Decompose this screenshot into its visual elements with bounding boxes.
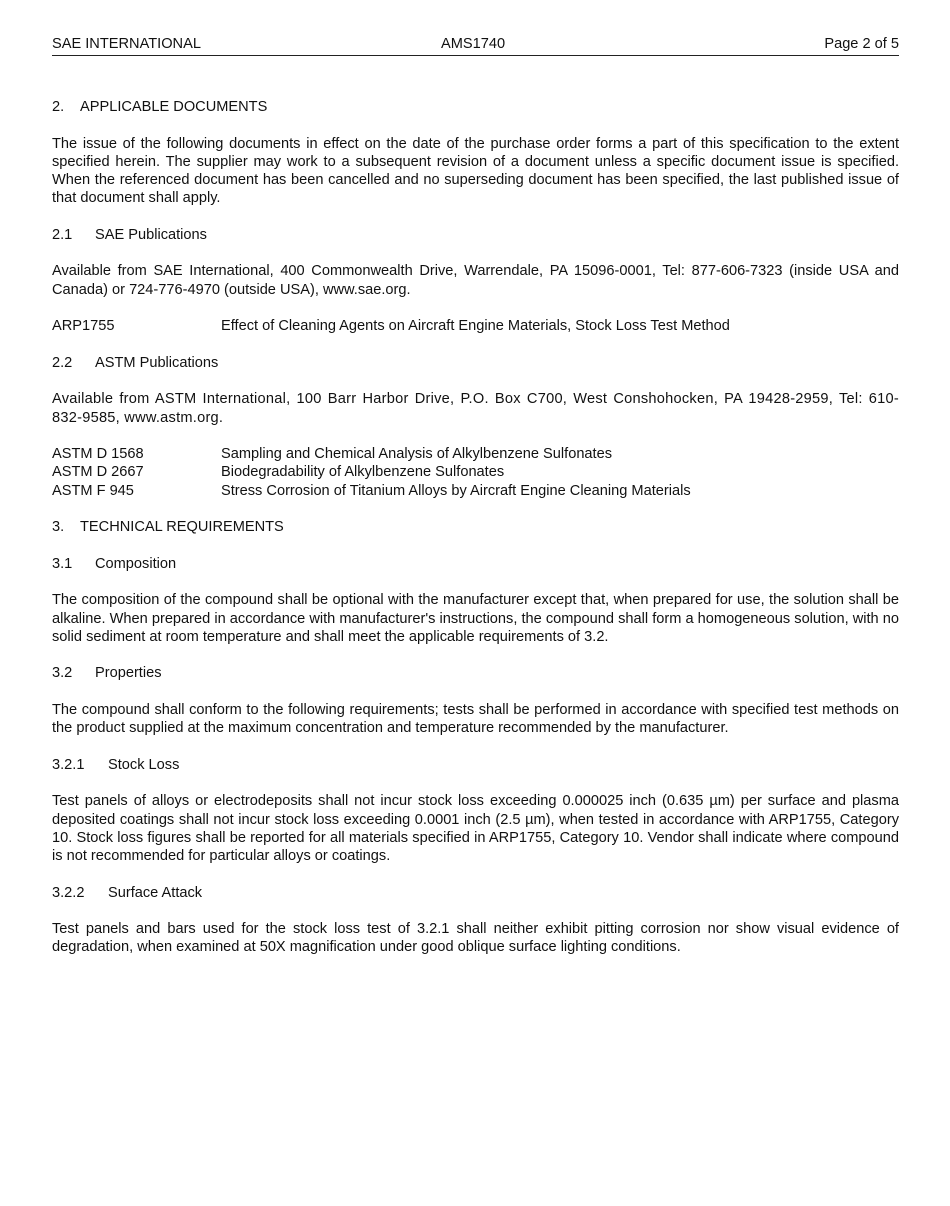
document-row — [52, 482, 899, 500]
section-2-1-heading — [52, 226, 899, 244]
properties-text: The compound shall conform to the following requirements; tests shall be performed in accordance with specified test methods on the product supplied at the maximum concentration and temperature recommended by the manufacturer. — [52, 701, 899, 737]
document-title: Sampling and Chemical Analysis of Alkylbenzene Sulfonates — [221, 446, 613, 463]
section-title: SAE Publications — [95, 226, 207, 243]
section-number: 3.2.2 — [52, 884, 85, 901]
document-id: ARP1755 — [52, 318, 115, 335]
document-id: ASTM D 1568 — [52, 446, 144, 463]
section-title: APPLICABLE DOCUMENTS — [80, 99, 268, 115]
document-row — [52, 445, 899, 463]
section-number: 3.2.1 — [52, 756, 85, 773]
document-row — [52, 317, 899, 335]
section-title: TECHNICAL REQUIREMENTS — [80, 519, 284, 536]
section-number: 2. — [52, 99, 65, 115]
section-3-2-1-heading — [52, 756, 899, 774]
astm-document-list — [52, 445, 899, 500]
section-2-heading — [52, 98, 899, 116]
section-3-heading — [52, 518, 899, 536]
page-header — [52, 35, 899, 56]
header-document-number: AMS1740 — [441, 36, 506, 52]
section-title: Surface Attack — [108, 884, 203, 901]
section-title: ASTM Publications — [95, 354, 219, 371]
document-id: ASTM D 2667 — [52, 464, 144, 481]
composition-text: The composition of the compound shall be optional with the manufacturer except that, when prepared for use, the solution shall be alkaline. When prepared in accordance with manufacturer's instructions, the compound shall form a homogeneous solution, with no solid sediment at room temperature and shall meet the applicable requirements of 3.2. — [52, 592, 899, 645]
sae-availability: Available from SAE International, 400 Commonwealth Drive, Warrendale, PA 15096-0001, Tel: 877-606-7323 (inside USA and Canada) or 724-776-4970 (outside USA), www.sae.org. — [52, 263, 899, 298]
section-title: Properties — [95, 665, 162, 682]
section-3-1-heading — [52, 555, 899, 573]
section-title: Stock Loss — [108, 756, 180, 773]
section-number: 3. — [52, 519, 65, 536]
document-id: ASTM F 945 — [52, 482, 134, 499]
section-number: 3.2 — [52, 665, 73, 682]
document-body — [52, 98, 899, 975]
document-title: Stress Corrosion of Titanium Alloys by Aircraft Engine Cleaning Materials — [221, 482, 691, 499]
document-title: Biodegradability of Alkylbenzene Sulfonates — [221, 464, 505, 481]
header-organization: SAE INTERNATIONAL — [52, 36, 201, 52]
document-row — [52, 463, 899, 481]
section-3-2-2-heading — [52, 884, 899, 902]
section-number: 2.1 — [52, 226, 73, 243]
document-title: Effect of Cleaning Agents on Aircraft Engine Materials, Stock Loss Test Method — [221, 318, 730, 335]
sae-document-list — [52, 317, 899, 335]
stock-loss-text: Test panels of alloys or electrodeposits shall not incur stock loss exceeding 0.000025 inch (0.635 µm) per surface and plasma deposited coatings shall not incur stock loss exceeding 0.0001 inch (2.5 µm), when tested in accordance with ARP1755, Category 10. Stock loss figures shall be reported for all materials specified in ARP1755, Category 10. Vendor shall indicate where compound is not recommended for particular alloys or coatings. — [52, 793, 899, 864]
surface-attack-text: Test panels and bars used for the stock loss test of 3.2.1 shall neither exhibit pitting corrosion nor show visual evidence of degradation, when examined at 50X magnification under good oblique surface lighting conditions. — [52, 921, 899, 956]
section-number: 3.1 — [52, 555, 73, 572]
section-title: Composition — [95, 555, 177, 572]
astm-availability: Available from ASTM International, 100 Barr Harbor Drive, P.O. Box C700, West Conshohocken, PA 19428-2959, Tel: 610-832-9585, www.astm.org. — [52, 391, 899, 426]
section-number: 2.2 — [52, 354, 73, 371]
section-2-2-heading — [52, 354, 899, 372]
section-2-intro: The issue of the following documents in effect on the date of the purchase order forms a part of this specification to the extent specified herein. The supplier may work to a subsequent revision of a document unless a specific document issue is specified. When the referenced document has been cancelled and no superseding document has been specified, the last published issue of that document shall apply. — [52, 135, 899, 207]
header-page-number: Page 2 of 5 — [824, 36, 899, 52]
section-3-2-heading — [52, 664, 899, 682]
